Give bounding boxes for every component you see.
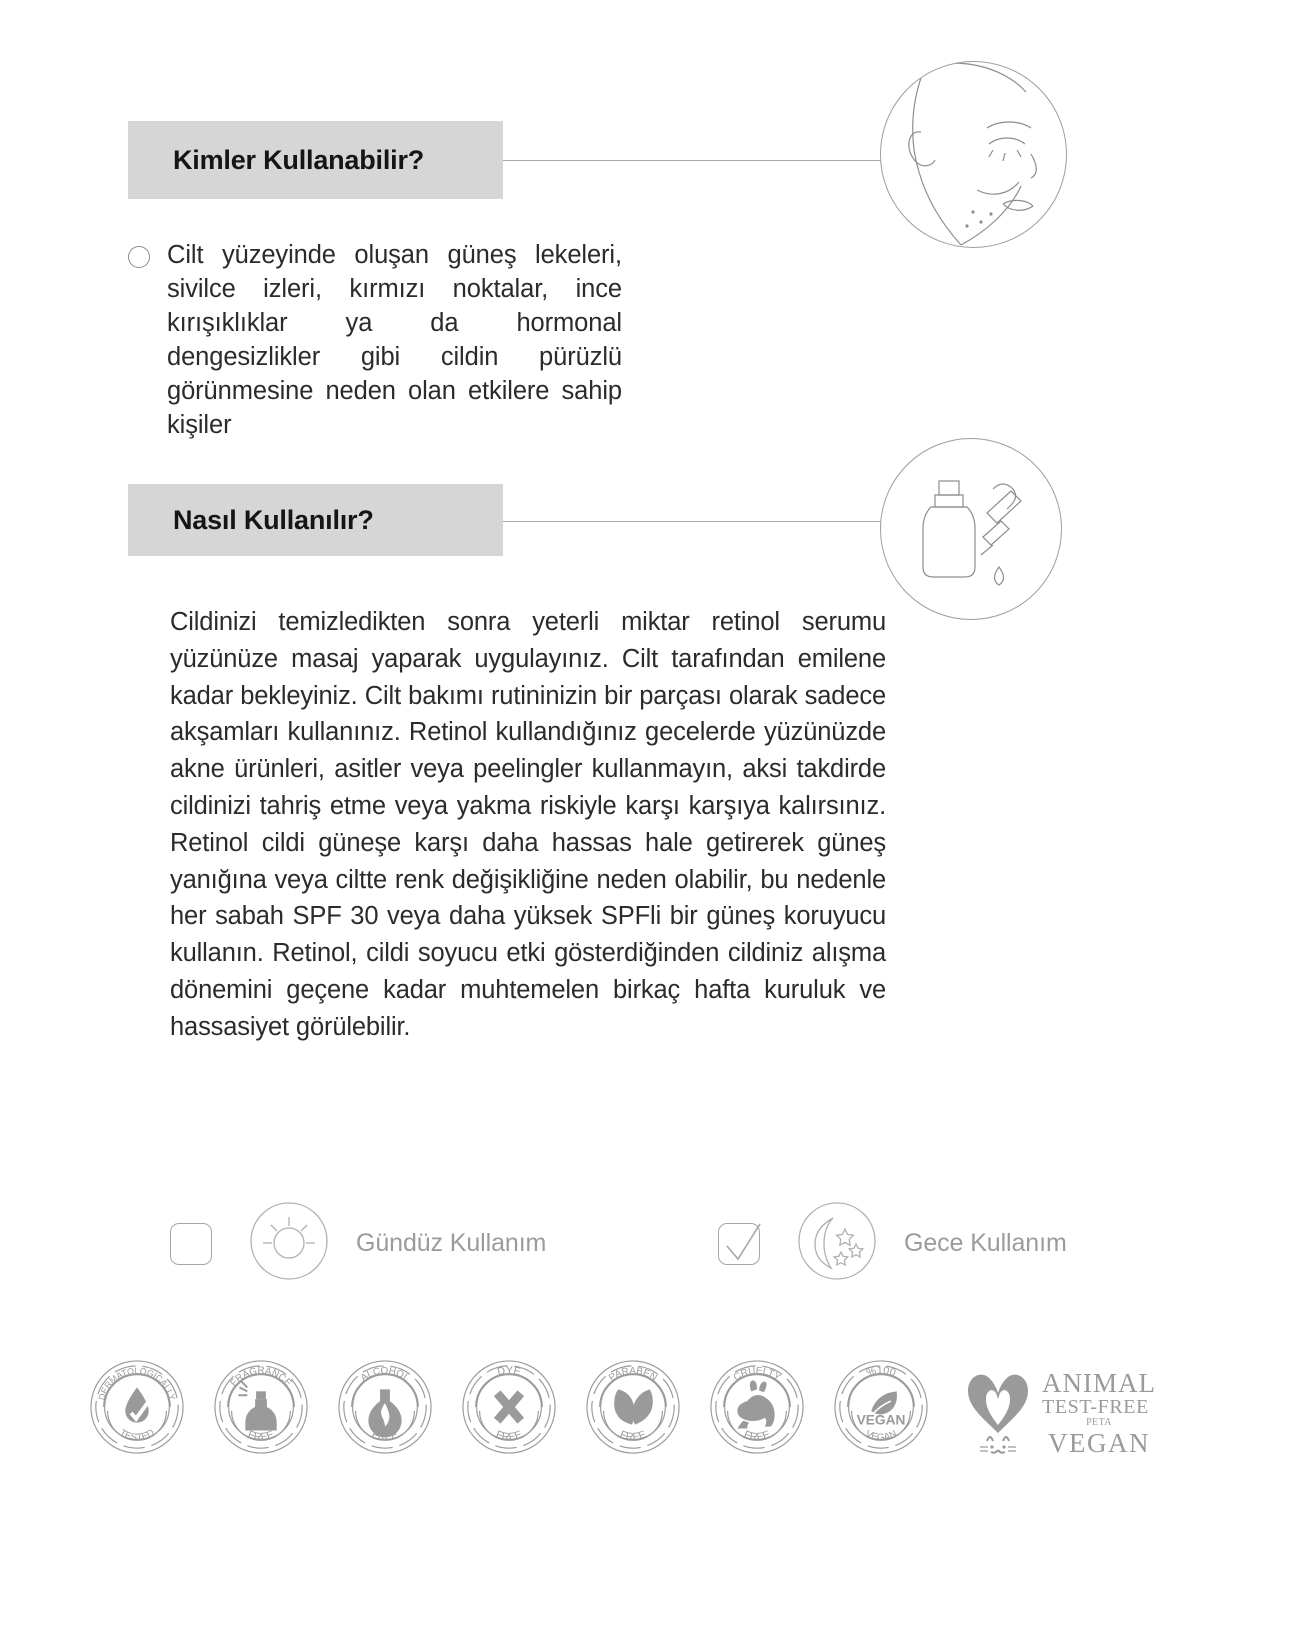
section-heading-who: [128, 121, 503, 199]
badge-top-text: ALCOHOL: [358, 1365, 412, 1384]
badge-bottom-text: FREE: [742, 1428, 772, 1444]
night-usage-checkbox[interactable]: [718, 1223, 760, 1265]
usage-instructions-paragraph: Cildinizi temizledikten sonra yeterli miktar retinol serumu yüzünüze masaj yaparak uygulayınız. Cilt tarafından emilene kadar bekleyiniz. Cilt bakımı rutininizin bir parçası olarak sadece akşamları kullanınız. Retinol kullandığınız gecelerde yüzünüzde akne ürünleri, asitler veya peelingler kullanmayın, aksi takdirde cildinizi tahriş etme veya yakma riskiyle karşı karşıya kalırsınız. Retinol cildi güneşe karşı daha hassas hale getirerek güneş yanığına veya ciltte renk değişikliğine neden olabilir, bu nedenle her sabah SPF 30 veya daha yüksek SPFli bir güneş koruyucu kullanın. Retinol, cildi soyucu etki gösterdiğinden cildiniz alışma dönemini geçene kadar muhtemelen birkaç hafta kuruluk ve hassasiyet görülebilir.: [170, 608, 886, 1041]
connector-line-how: [503, 521, 888, 522]
badge-top-text: CRUELTY: [731, 1365, 783, 1384]
badge-center-text: VEGAN: [856, 1412, 906, 1428]
section-heading-how: [128, 484, 503, 556]
svg-text:PARABEN: [607, 1366, 659, 1384]
benefit-bullet-text: Cilt yüzeyinde oluşan güneş lekeleri, sivilce izleri, kırmızı noktalar, ince kırışıklıklar ya da hormonal dengesizlikler gibi cildin pürüzlü görünmesine neden olan etkilere sahip kişiler: [167, 241, 622, 439]
sun-icon: [248, 1200, 330, 1287]
badge-fragrance-free: [212, 1358, 310, 1456]
usage-time-row: [170, 1200, 1090, 1290]
badge-bottom-text: FREE: [494, 1428, 524, 1444]
face-illustration: [880, 61, 1067, 248]
usage-day-item[interactable]: [170, 1200, 546, 1287]
badge-dermatologically-tested: [88, 1358, 186, 1456]
badge-top-text: %100: [865, 1364, 898, 1380]
badge-bottom-text: VEGAN: [863, 1428, 899, 1444]
badge-paraben-free: [584, 1358, 682, 1456]
night-usage-label: Gece Kullanım: [904, 1229, 1067, 1257]
svg-text:FREE: [494, 1429, 524, 1444]
badge-top-text: FRAGRANCE: [228, 1365, 294, 1389]
svg-text:FREE: [742, 1429, 772, 1444]
badge-top-text: DERMATOLOGICALLY: [96, 1365, 178, 1402]
svg-text:%100: [865, 1365, 897, 1380]
connector-line-who: [503, 160, 893, 161]
moon-stars-icon: [796, 1200, 878, 1287]
benefit-bullet-row: [128, 238, 628, 442]
badge-bottom-text: FREE: [370, 1428, 400, 1444]
svg-text:DYE: [496, 1365, 522, 1379]
badge-bottom-text: FREE: [246, 1428, 276, 1444]
animal-logo-text: [1042, 1369, 1156, 1456]
badge-top-text: DYE: [496, 1364, 522, 1379]
heart-bunny-icon: [962, 1363, 1034, 1464]
badge-bottom-text: FREE: [618, 1428, 648, 1444]
badge-100-vegan: [832, 1358, 930, 1456]
animal-logo-line3: PETA: [1086, 1417, 1112, 1429]
day-usage-label: Gündüz Kullanım: [356, 1229, 547, 1257]
usage-night-item[interactable]: [718, 1200, 1067, 1287]
serum-dropper-illustration: [880, 438, 1062, 620]
badge-cruelty-free: [708, 1358, 806, 1456]
bullet-circle-icon: [128, 246, 150, 268]
badge-bottom-text: TESTED: [117, 1427, 157, 1444]
section-heading-how-label: Nasıl Kullanılır?: [173, 504, 374, 535]
svg-text:FRAGRANCE: [228, 1366, 294, 1390]
animal-logo-line4: VEGAN: [1048, 1427, 1150, 1458]
svg-text:TESTED: [117, 1427, 156, 1443]
animal-logo-line1: ANIMAL: [1042, 1368, 1156, 1399]
animal-test-free-vegan-logo: [962, 1358, 1156, 1468]
svg-text:ALCOHOL: [359, 1366, 412, 1385]
badge-dye-free: [460, 1358, 558, 1456]
svg-text:VEGAN: [863, 1428, 898, 1443]
section-heading-who-label: Kimler Kullanabilir?: [173, 144, 425, 175]
animal-logo-line2: TEST-FREE: [1042, 1396, 1149, 1419]
svg-text:FREE: [246, 1429, 276, 1444]
badge-top-text: PARABEN: [607, 1365, 659, 1384]
day-usage-checkbox[interactable]: [170, 1223, 212, 1265]
badge-alcohol-free: [336, 1358, 434, 1456]
svg-text:FREE: [618, 1429, 648, 1444]
svg-text:CRUELTY: [732, 1366, 783, 1384]
